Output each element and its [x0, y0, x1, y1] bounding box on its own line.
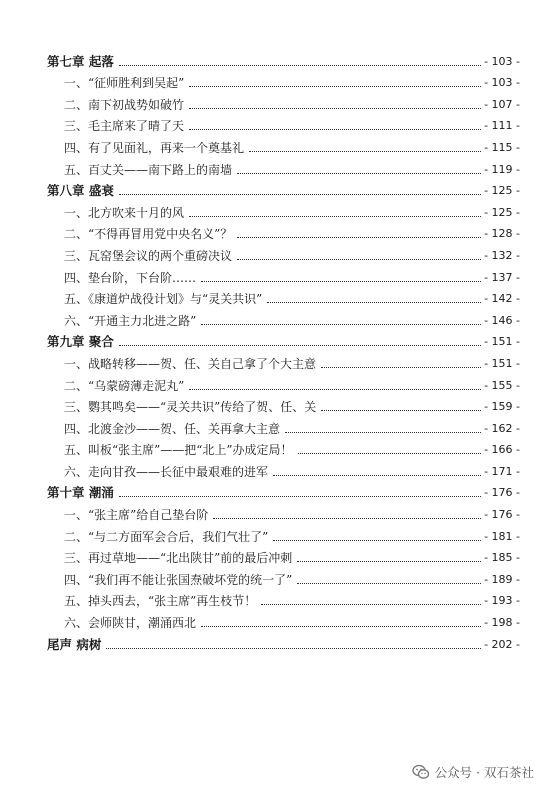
dot-leader [237, 237, 481, 238]
toc-entry-title: 一、战略转移——贺、任、关自己拿了个大主意 [64, 356, 317, 371]
dot-leader [201, 324, 481, 325]
toc-entry-title: 五、叫板“张主席”——把“北上”办成定局！ [64, 443, 293, 458]
dot-leader [201, 626, 481, 627]
toc-entry-title: 四、有了见面礼，再来一个奠基礼 [64, 140, 245, 155]
wechat-icon [412, 763, 430, 781]
toc-page-number: - 176 - [484, 508, 520, 522]
toc-page-number: - 176 - [484, 486, 520, 500]
toc-page-number: - 142 - [484, 292, 520, 306]
watermark [412, 763, 534, 781]
toc-page-number: - 103 - [484, 76, 520, 90]
toc-page-number: - 181 - [484, 529, 520, 543]
toc-page-number: - 155 - [484, 378, 520, 392]
toc-page-number: - 111 - [484, 119, 520, 133]
toc-page-number: - 171 - [484, 464, 520, 478]
toc-section-row [47, 350, 520, 372]
dot-leader [106, 648, 481, 649]
toc-page-number: - 128 - [484, 227, 520, 241]
toc-page-number: - 162 - [484, 421, 520, 435]
toc-page-number: - 146 - [484, 313, 520, 327]
toc-chapter-row [47, 631, 520, 653]
toc-section-row [47, 134, 520, 156]
toc-page-number: - 151 - [484, 335, 520, 349]
toc-entry-title: 第九章 聚合 [47, 334, 114, 350]
toc-entry-title: 一、“张主席”给自己垫台阶 [64, 508, 209, 523]
dot-leader [237, 173, 481, 174]
toc-section-row [47, 458, 520, 480]
toc-section-row [47, 566, 520, 588]
toc-section-row [47, 70, 520, 92]
toc-section-row [47, 501, 520, 523]
watermark-text: 公众号 · 双石茶社 [434, 765, 534, 780]
dot-leader [213, 518, 481, 519]
dot-leader [189, 108, 481, 109]
toc-section-row [47, 588, 520, 610]
toc-entry-title: 三、鹦其鸣矣——“灵关共识”传给了贺、任、关 [64, 400, 317, 415]
toc-entry-title: 二、“与二方面军会合后，我们气壮了” [64, 529, 269, 544]
toc-section-row [47, 113, 520, 135]
toc-entry-title: 五、《康道炉战役计划》与“灵关共识” [64, 292, 263, 307]
dot-leader [298, 453, 482, 454]
toc-section-row [47, 394, 520, 416]
toc-page-number: - 193 - [484, 594, 520, 608]
dot-leader [321, 367, 481, 368]
toc-page-number: - 125 - [484, 205, 520, 219]
dot-leader [267, 302, 481, 303]
toc-page-number: - 198 - [484, 616, 520, 630]
toc-page-number: - 202 - [484, 637, 520, 651]
toc-entry-title: 六、走向甘孜——长征中最艰难的进军 [64, 464, 269, 479]
dot-leader [189, 129, 481, 130]
toc-section-row [47, 264, 520, 286]
toc-page-number: - 119 - [484, 162, 520, 176]
table-of-contents [47, 48, 520, 653]
dot-leader [321, 410, 481, 411]
dot-leader [285, 432, 481, 433]
toc-chapter-row [47, 48, 520, 70]
toc-page-number: - 151 - [484, 356, 520, 370]
toc-page-number: - 132 - [484, 248, 520, 262]
toc-page-number: - 166 - [484, 443, 520, 457]
toc-entry-title: 尾声 病树 [47, 636, 102, 652]
toc-section-row [47, 242, 520, 264]
dot-leader [237, 259, 481, 260]
toc-page-number: - 107 - [484, 97, 520, 111]
toc-entry-title: 六、会师陕甘，潮涌西北 [64, 616, 197, 631]
toc-chapter-row [47, 178, 520, 200]
toc-entry-title: 五、百丈关——南下路上的南墙 [64, 162, 233, 177]
dot-leader [297, 561, 481, 562]
toc-section-row [47, 609, 520, 631]
toc-entry-title: 第七章 起落 [47, 53, 114, 69]
toc-entry-title: 四、北渡金沙——贺、任、关再拿大主意 [64, 421, 281, 436]
toc-page-number: - 137 - [484, 270, 520, 284]
toc-entry-title: 四、“我们再不能让张国焘破坏党的统一了” [64, 572, 293, 587]
toc-section-row [47, 523, 520, 545]
toc-entry-title: 一、“征师胜利到吴起” [64, 76, 185, 91]
toc-entry-title: 第八章 盛衰 [47, 183, 114, 199]
toc-section-row [47, 437, 520, 459]
toc-section-row [47, 221, 520, 243]
dot-leader [189, 86, 481, 87]
toc-entry-title: 五、掉头西去，“张主席”再生枝节！ [64, 594, 257, 609]
dot-leader [189, 216, 481, 217]
toc-section-row [47, 545, 520, 567]
toc-entry-title: 一、北方吹来十月的风 [64, 205, 185, 220]
dot-leader [297, 583, 481, 584]
dot-leader [273, 475, 481, 476]
dot-leader [119, 496, 481, 497]
dot-leader [119, 194, 481, 195]
toc-section-row [47, 286, 520, 308]
toc-section-row [47, 91, 520, 113]
dot-leader [119, 65, 481, 66]
toc-chapter-row [47, 480, 520, 502]
toc-page-number: - 115 - [484, 140, 520, 154]
toc-chapter-row [47, 329, 520, 351]
toc-entry-title: 三、再过草地——“北出陕甘”前的最后冲刺 [64, 551, 293, 566]
toc-page-number: - 159 - [484, 400, 520, 414]
toc-entry-title: 六、“开通主力北进之路” [64, 313, 197, 328]
toc-section-row [47, 415, 520, 437]
toc-entry-title: 二、“不得再冒用党中央名义”？ [64, 227, 233, 242]
dot-leader [189, 389, 481, 390]
dot-leader [273, 540, 481, 541]
toc-section-row [47, 199, 520, 221]
toc-entry-title: 三、瓦窑堡会议的两个重磅决议 [64, 248, 233, 263]
dot-leader [201, 281, 481, 282]
toc-entry-title: 三、毛主席来了晴了天 [64, 119, 185, 134]
dot-leader [261, 604, 481, 605]
toc-page-number: - 125 - [484, 184, 520, 198]
toc-entry-title: 二、“乌蒙磅薄走泥丸” [64, 378, 185, 393]
toc-entry-title: 二、南下初战势如破竹 [64, 97, 185, 112]
toc-entry-title: 四、垫台阶，下台阶…… [64, 270, 197, 285]
toc-page-number: - 185 - [484, 551, 520, 565]
toc-page-number: - 103 - [484, 54, 520, 68]
dot-leader [249, 151, 481, 152]
dot-leader [119, 345, 481, 346]
toc-section-row [47, 156, 520, 178]
toc-page-number: - 189 - [484, 572, 520, 586]
toc-section-row [47, 372, 520, 394]
toc-section-row [47, 307, 520, 329]
toc-entry-title: 第十章 潮涌 [47, 485, 114, 501]
